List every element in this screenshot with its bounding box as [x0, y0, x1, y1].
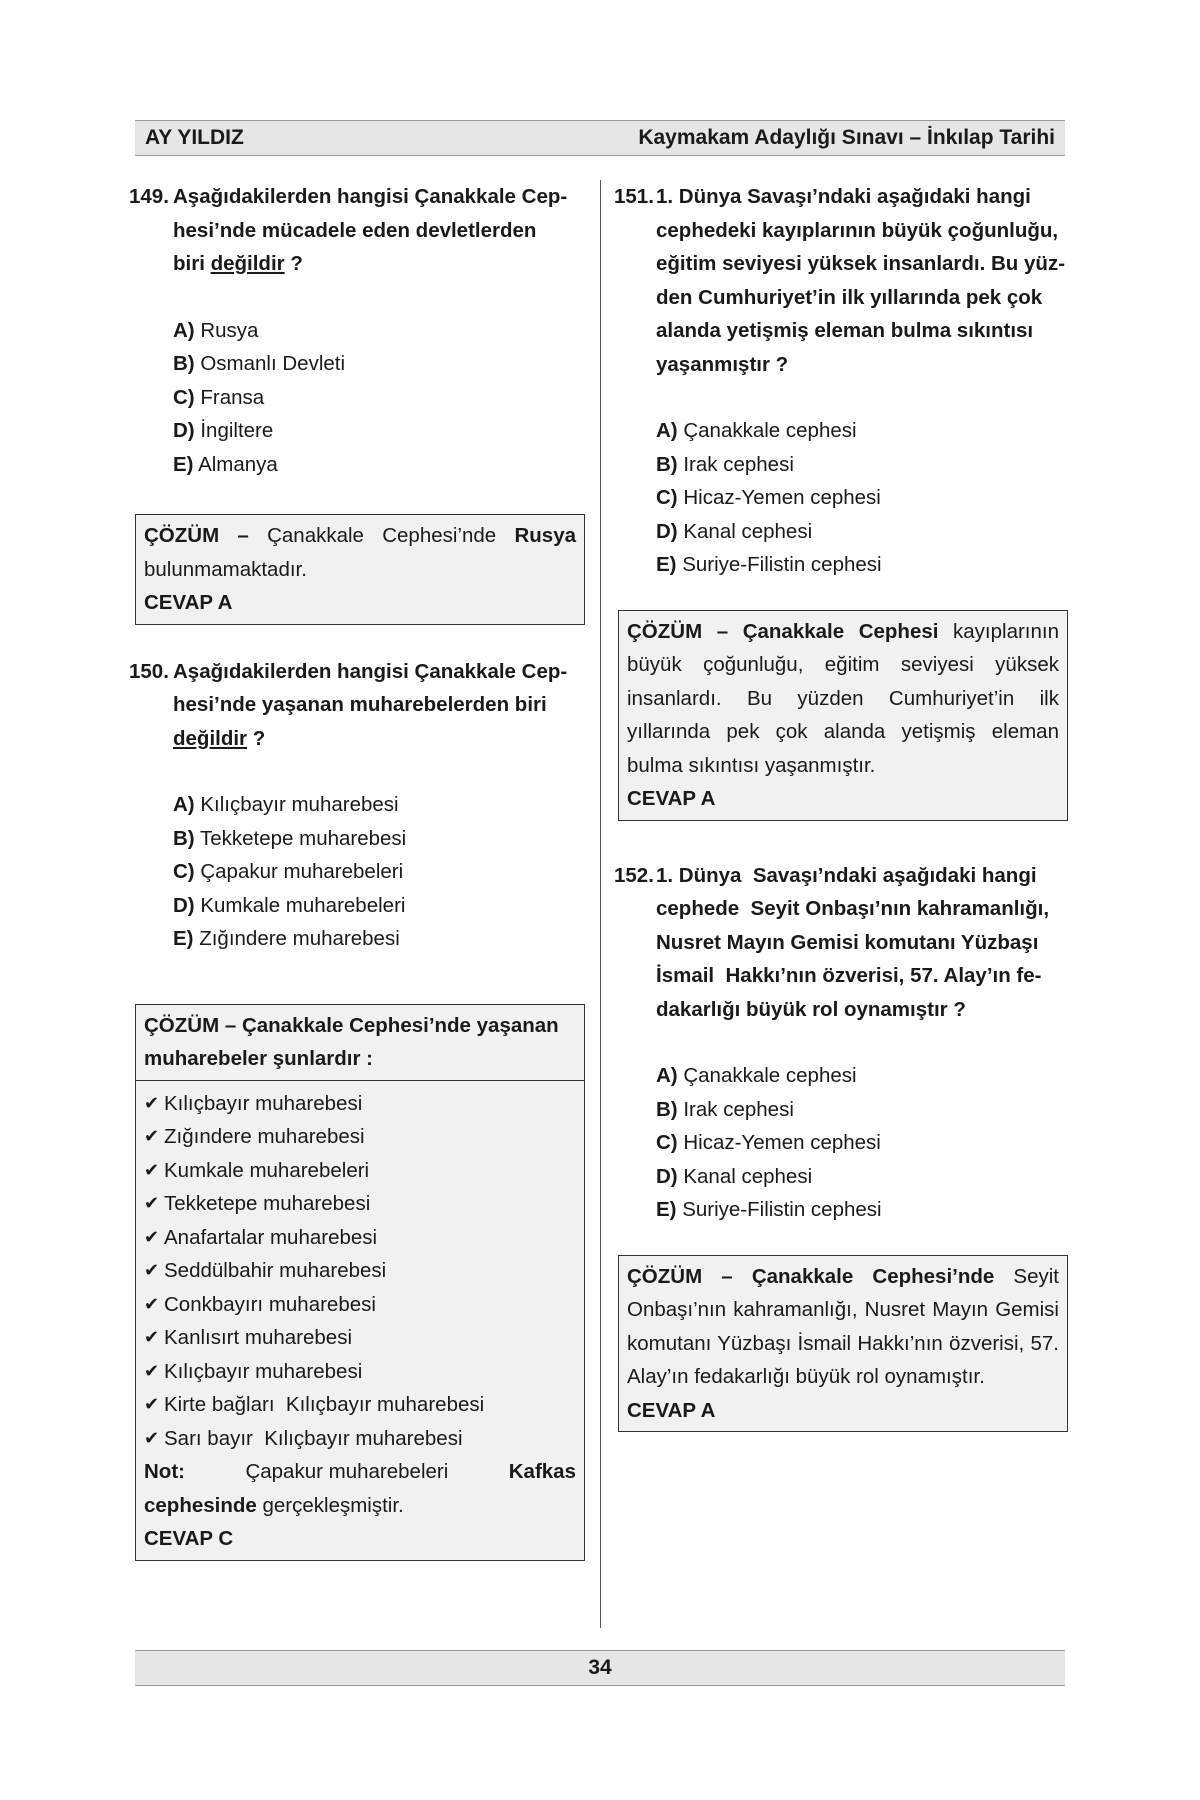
solution-text-part: Seyit Onbaşı’nın kahramanlığı, Nusret Mayın Gemisi komutanı Yüzbaşı İsmail Hakkı’nın özverisi, 57. Alay’ın fedakarlığı büyük rol oynamıştır.	[627, 1264, 1059, 1388]
question-text-line: Aşağıdakilerden hangisi Çanakkale Cep-	[173, 185, 568, 208]
check-icon: ✔	[144, 1226, 160, 1247]
option-b	[173, 347, 585, 381]
option-b	[173, 822, 585, 856]
question-number: 152.	[614, 863, 654, 887]
question-number: 151.	[614, 185, 654, 208]
option-text: Irak cephesi	[683, 1097, 794, 1121]
option-a	[173, 314, 585, 348]
battle-name: Kanlısırt muharebesi	[164, 1326, 353, 1349]
note-text: Çapakur muharebeleri	[245, 1460, 449, 1483]
option-letter: C)	[656, 1131, 678, 1154]
battle-list-item	[144, 1221, 576, 1255]
option-letter: E)	[173, 452, 194, 476]
question-text-line: 1. Dünya Savaşı’ndaki aşağıdaki hangi	[656, 863, 1037, 887]
check-icon: ✔	[144, 1092, 160, 1113]
battle-list-item	[144, 1087, 576, 1121]
note-emphasis-second: cephesinde	[144, 1493, 257, 1517]
question-text-line	[173, 247, 585, 281]
solution-text-part: kayıplarının büyük çoğunluğu, eğitim seviyesi yüksek insanlardı. Bu yüzden Cumhuriyet’in ilk yıllarında pek çok alanda yetişmiş eleman bulma sıkıntısı yaşanmıştır.	[627, 619, 1059, 777]
battle-list-item	[144, 1154, 576, 1188]
battle-list-item	[144, 1321, 576, 1355]
solution-answer: CEVAP A	[627, 787, 716, 810]
check-icon: ✔	[144, 1360, 160, 1381]
solution-text-part: Çanakkale Cephesi’nde	[267, 524, 515, 547]
option-letter: E)	[656, 1198, 677, 1221]
solution-dash: –	[219, 524, 268, 547]
column-divider	[600, 180, 601, 1628]
option-a	[656, 414, 1068, 448]
options-149	[135, 314, 585, 482]
option-c	[173, 381, 585, 415]
option-letter: B)	[656, 1097, 678, 1121]
question-text-part: biri	[173, 252, 211, 275]
option-text: Hicaz-Yemen cephesi	[683, 1131, 881, 1154]
option-text: Kılıçbayır muharebesi	[200, 793, 399, 816]
option-e	[656, 548, 1068, 582]
solution-dash: –	[702, 1264, 752, 1288]
question-emphasis: değildir	[210, 252, 285, 275]
option-b	[656, 1093, 1068, 1127]
option-text: Tekketepe muharebesi	[199, 826, 407, 850]
options-151	[618, 414, 1068, 582]
solution-text	[144, 519, 576, 586]
option-text: Fransa	[200, 385, 265, 409]
option-letter: A)	[656, 419, 678, 442]
option-letter: B)	[173, 352, 195, 375]
option-d	[173, 889, 585, 923]
option-letter: B)	[173, 826, 195, 850]
solution-answer: CEVAP A	[144, 591, 233, 614]
question-text-line: 1. Dünya Savaşı’ndaki aşağıdaki hangi	[656, 185, 1031, 208]
header-title: Kaymakam Adaylığı Sınavı – İnkılap Tarihi	[638, 126, 1055, 149]
option-letter: D)	[173, 419, 195, 442]
check-icon: ✔	[144, 1159, 160, 1180]
options-152	[618, 1059, 1068, 1227]
battle-list-item	[144, 1187, 576, 1221]
solution-text-part: bulunmamaktadır.	[144, 557, 307, 581]
option-text: Çanakkale cephesi	[683, 419, 857, 442]
solution-answer: CEVAP C	[144, 1527, 234, 1550]
solution-box-149	[135, 514, 585, 625]
check-icon: ✔	[144, 1394, 160, 1414]
option-letter: B)	[656, 452, 678, 476]
option-text: Hicaz-Yemen cephesi	[683, 486, 881, 509]
solution-body	[136, 1081, 584, 1560]
option-letter: E)	[173, 927, 194, 950]
option-d	[656, 1160, 1068, 1194]
option-text: Rusya	[200, 318, 259, 342]
option-letter: D)	[656, 519, 678, 543]
note-text-end: gerçekleşmiştir.	[256, 1493, 404, 1517]
option-letter: E)	[656, 553, 677, 576]
question-152	[614, 859, 1068, 1027]
question-text-line: alanda yetişmiş eleman bulma sıkıntısı	[656, 319, 1034, 342]
battle-name: Sarı bayır Kılıçbayır muharebesi	[164, 1426, 463, 1450]
option-d	[173, 414, 585, 448]
battle-list-item	[144, 1388, 576, 1422]
battle-name: Kılıçbayır muharebesi	[164, 1359, 363, 1383]
option-b	[656, 448, 1068, 482]
option-a	[656, 1059, 1068, 1093]
option-e	[173, 448, 585, 482]
question-text-line: den Cumhuriyet’in ilk yıllarında pek çok	[656, 285, 1043, 309]
question-emphasis: değildir	[173, 726, 248, 750]
option-a	[173, 788, 585, 822]
battle-name: Seddülbahir muharebesi	[164, 1259, 387, 1282]
check-icon: ✔	[144, 1427, 160, 1448]
battle-list-item	[144, 1288, 576, 1322]
option-text: Çanakkale cephesi	[683, 1064, 857, 1087]
battle-name: Zığındere muharebesi	[164, 1125, 365, 1148]
option-text: Çapakur muharebeleri	[200, 860, 404, 883]
question-text-line: Nusret Mayın Gemisi komutanı Yüzbaşı	[656, 930, 1039, 954]
question-text-line: hesi’nde yaşanan muharebelerden biri	[173, 693, 547, 716]
question-150	[129, 655, 585, 756]
options-150	[135, 788, 585, 956]
option-e	[656, 1193, 1068, 1227]
solution-header-line: ÇÖZÜM – Çanakkale Cephesi’nde yaşanan	[144, 1013, 559, 1037]
question-text-line: cephede Seyit Onbaşı’nın kahramanlığı,	[656, 897, 1050, 920]
option-text: Osmanlı Devleti	[200, 352, 346, 375]
check-icon: ✔	[144, 1193, 160, 1213]
right-column	[614, 180, 1068, 1432]
option-text: İngiltere	[200, 419, 274, 442]
page-footer	[135, 1650, 1065, 1686]
solution-dash: –	[702, 619, 743, 643]
question-text-line: İsmail Hakkı’nın özverisi, 57. Alay’ın fe-	[656, 964, 1042, 987]
solution-box-150	[135, 1004, 585, 1561]
option-text: Irak cephesi	[683, 452, 794, 476]
battle-list-item	[144, 1422, 576, 1456]
solution-label: ÇÖZÜM	[627, 619, 703, 643]
solution-header	[136, 1005, 584, 1081]
option-text: Zığındere muharebesi	[199, 927, 400, 950]
option-letter: A)	[656, 1064, 678, 1087]
solution-label: ÇÖZÜM	[627, 1264, 703, 1288]
battle-list-item	[144, 1120, 576, 1154]
solution-emphasis: Rusya	[514, 524, 576, 547]
option-text: Suriye-Filistin cephesi	[682, 553, 882, 576]
note-line-2	[144, 1489, 576, 1523]
note-label: Not:	[144, 1460, 185, 1483]
solution-answer: CEVAP A	[627, 1398, 716, 1422]
page-header	[135, 120, 1065, 156]
question-text-line: hesi’nde mücadele eden devletlerden	[173, 218, 537, 242]
option-text: Suriye-Filistin cephesi	[682, 1198, 882, 1221]
battle-name: Kumkale muharebeleri	[164, 1158, 370, 1182]
question-text-part: ?	[247, 726, 266, 750]
question-text-line: yaşanmıştır ?	[656, 352, 789, 376]
option-c	[656, 1126, 1068, 1160]
option-letter: C)	[173, 860, 195, 883]
note-emphasis-first: Kafkas	[508, 1460, 576, 1483]
option-text: Kanal cephesi	[683, 1164, 813, 1188]
check-icon: ✔	[144, 1126, 160, 1146]
solution-emphasis: Çanakkale Cephesi	[742, 619, 939, 643]
option-letter: A)	[173, 793, 195, 816]
solution-emphasis: Çanakkale Cephesi’nde	[751, 1264, 995, 1288]
option-letter: C)	[656, 486, 678, 509]
battle-list-item	[144, 1355, 576, 1389]
check-icon: ✔	[144, 1327, 160, 1347]
battle-name: Anafartalar muharebesi	[164, 1225, 378, 1249]
battle-name: Tekketepe muharebesi	[164, 1192, 371, 1215]
solution-text	[627, 1260, 1059, 1394]
question-text-line: Aşağıdakilerden hangisi Çanakkale Cep-	[173, 659, 568, 683]
question-text-line	[173, 722, 585, 756]
option-text: Kanal cephesi	[683, 519, 813, 543]
option-letter: D)	[173, 893, 195, 917]
option-text: Kumkale muharebeleri	[200, 893, 406, 917]
option-letter: C)	[173, 385, 195, 409]
question-text-line: dakarlığı büyük rol oynamıştır ?	[656, 997, 966, 1021]
solution-box-152	[618, 1255, 1068, 1433]
question-149	[129, 180, 585, 281]
option-c	[656, 481, 1068, 515]
solution-header-line: muharebeler şunlardır :	[144, 1047, 373, 1070]
battle-name: Kirte bağları Kılıçbayır muharebesi	[164, 1393, 485, 1416]
solution-box-151	[618, 610, 1068, 821]
option-c	[173, 855, 585, 889]
battle-name: Kılıçbayır muharebesi	[164, 1091, 363, 1115]
question-text-part: ?	[284, 252, 303, 275]
left-column	[129, 180, 585, 1561]
check-icon: ✔	[144, 1293, 160, 1314]
question-number: 149.	[129, 185, 169, 208]
question-text-line: cephedeki kayıplarının büyük çoğunluğu,	[656, 218, 1059, 242]
solution-text	[627, 615, 1059, 783]
option-letter: A)	[173, 318, 195, 342]
option-letter: D)	[656, 1164, 678, 1188]
page-number: 34	[588, 1656, 612, 1679]
question-151	[614, 180, 1068, 381]
battle-list-item	[144, 1254, 576, 1288]
battle-name: Conkbayırı muharebesi	[164, 1292, 376, 1316]
solution-label: ÇÖZÜM	[144, 524, 220, 547]
question-text-line: eğitim seviyesi yüksek insanlardı. Bu yüz-	[656, 252, 1066, 275]
header-author: AY YILDIZ	[145, 126, 244, 149]
option-e	[173, 922, 585, 956]
check-icon: ✔	[144, 1260, 160, 1280]
note-line	[144, 1455, 576, 1489]
option-text: Almanya	[198, 452, 278, 476]
question-number: 150.	[129, 659, 169, 683]
option-d	[656, 515, 1068, 549]
